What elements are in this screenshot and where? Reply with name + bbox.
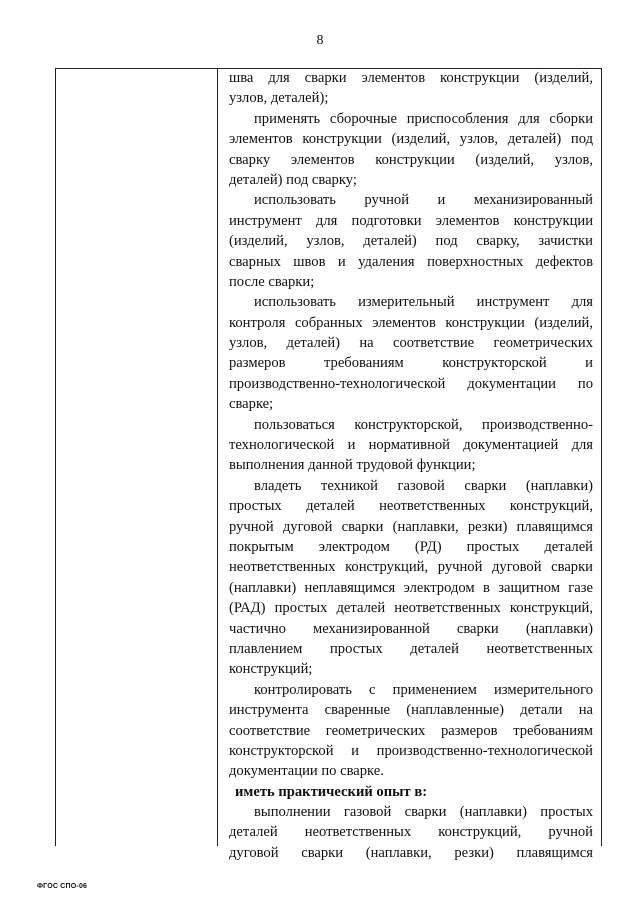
text-line: сварку элементов конструкции (изделий, узлов, — [229, 151, 593, 168]
text-line: дуговой сварки (наплавки, резки) плавящимся — [229, 844, 593, 861]
paragraph — [229, 680, 593, 782]
paragraph — [229, 476, 593, 680]
text-line: пользоваться конструкторской, производственно- — [254, 416, 593, 433]
text-line: деталей неответственных конструкций, ручной — [229, 824, 593, 841]
text-line: инструмент для подготовки элементов конструкции — [229, 212, 593, 229]
text-line: размеров требованиям конструкторской и — [229, 355, 593, 372]
text-line: плавлением простых деталей неответственных — [229, 640, 593, 657]
text-line: узлов, деталей) на соответствие геометрических — [229, 335, 593, 352]
text-line: выполнении газовой сварки (наплавки) простых — [254, 804, 593, 821]
text-line: инструмента сваренные (наплавленные) детали на — [229, 702, 593, 719]
table-left-column — [56, 69, 218, 846]
text-line: (РАД) простых деталей неответственных конструкций, — [229, 600, 593, 617]
text-line: после сварки; — [229, 273, 315, 290]
text-line: соответствие геометрических размеров требованиям — [229, 722, 593, 739]
text-line: (изделий, узлов, деталей) под сварку, зачистки — [229, 233, 593, 250]
text-line: узлов, деталей); — [229, 90, 329, 107]
paragraph — [229, 292, 593, 414]
text-line: элементов конструкции (изделий, узлов, деталей) под — [229, 131, 593, 148]
text-line: конструкций; — [229, 661, 313, 678]
text-line: простых деталей неответственных конструкций, — [229, 498, 593, 515]
text-line: контроля собранных элементов конструкции (изделий, — [229, 314, 593, 331]
paragraph — [229, 782, 593, 802]
text-line: иметь практический опыт в: — [235, 783, 428, 800]
text-line: конструкторской и производственно-технологической — [229, 742, 593, 759]
text-line: использовать измерительный инструмент для — [254, 294, 593, 311]
text-line: сварке; — [229, 396, 274, 413]
text-line: выполнения данной трудовой функции; — [229, 457, 476, 474]
text-line: контролировать с применением измерительного — [254, 681, 593, 698]
paragraph — [229, 190, 593, 292]
text-line: сварных швов и удаления поверхностных дефектов — [229, 253, 593, 270]
paragraph — [229, 802, 593, 863]
text-line: деталей) под сварку; — [229, 171, 357, 188]
content-table — [55, 68, 602, 861]
table-right-column — [229, 68, 593, 863]
footer-label: ФГОС СПО-06 — [37, 883, 88, 890]
text-line: владеть техникой газовой сварки (наплавки) — [254, 477, 593, 494]
text-line: шва для сварки элементов конструкции (изделий, — [229, 70, 593, 86]
page-number: 8 — [316, 33, 324, 48]
text-line: технологической и нормативной документацией для — [229, 437, 593, 454]
paragraph — [229, 109, 593, 191]
text-line: (наплавки) неплавящимся электродом в защитном газе — [229, 579, 593, 596]
text-line: ручной дуговой сварки (наплавки, резки) плавящимся — [229, 518, 593, 535]
paragraph — [229, 415, 593, 476]
paragraph — [229, 68, 593, 109]
text-line: частично механизированной сварки (наплавки) — [229, 620, 593, 637]
text-line: применять сборочные приспособления для сборки — [254, 110, 593, 127]
text-line: производственно-технологической документации по — [229, 375, 593, 392]
text-line: неответственных конструкций, ручной дуговой сварки — [229, 559, 593, 576]
text-line: покрытым электродом (РД) простых деталей — [229, 538, 593, 555]
text-line: использовать ручной и механизированный — [254, 192, 593, 209]
text-line: документации по сварке. — [229, 763, 384, 780]
